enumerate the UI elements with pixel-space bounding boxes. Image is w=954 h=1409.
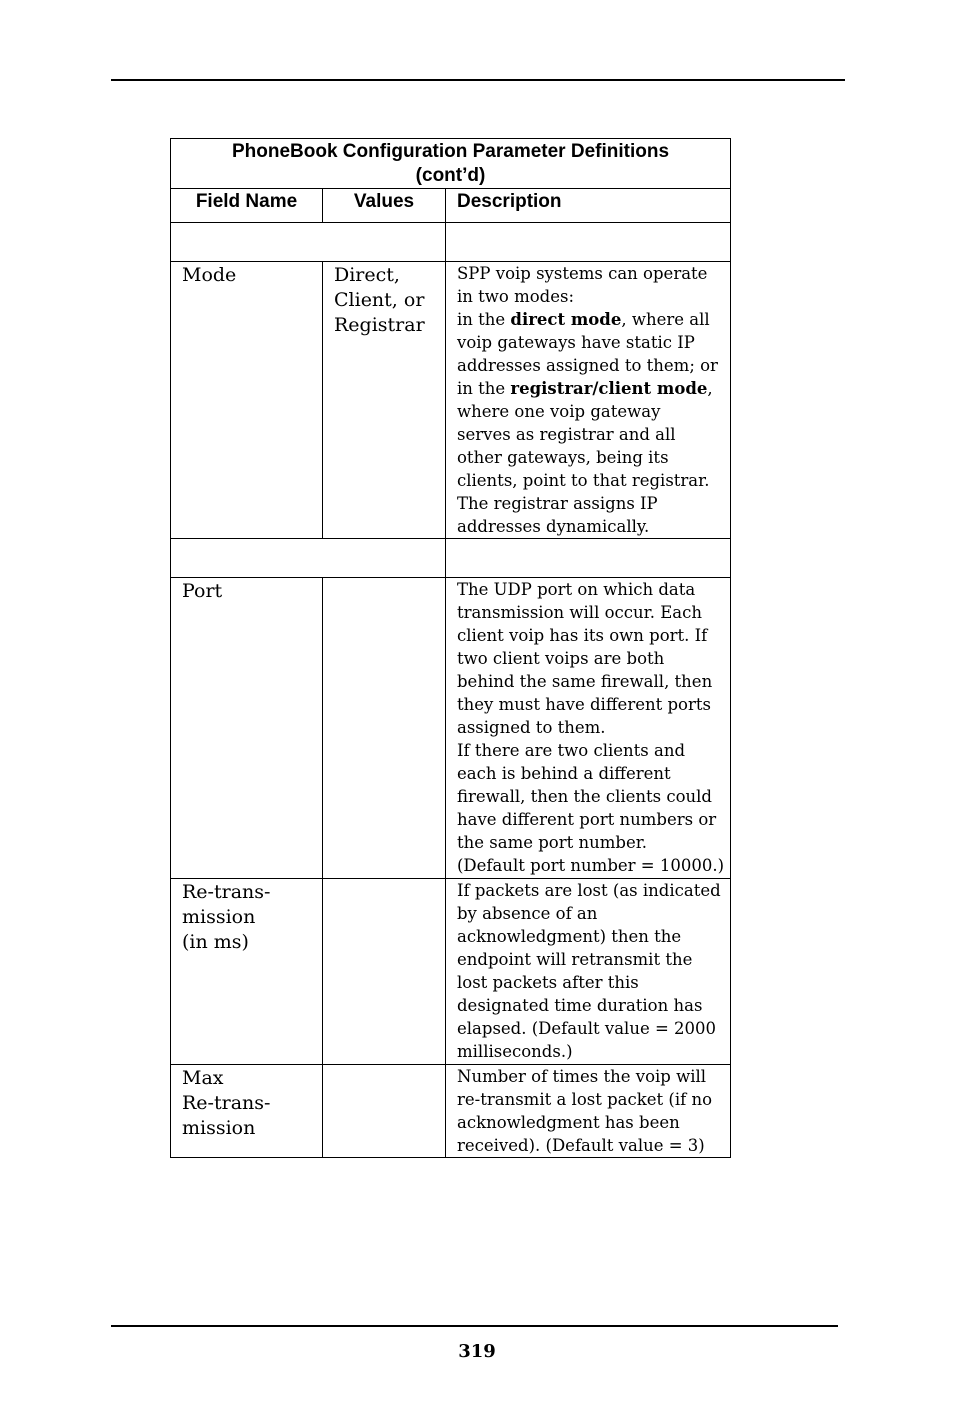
description-line: the same port number. — [457, 833, 648, 852]
description-text: , — [707, 379, 713, 398]
table-header-row — [171, 189, 731, 223]
description-line: If there are two clients and — [457, 741, 686, 760]
description-cell — [446, 262, 731, 539]
description-line: client voip has its own port. If — [457, 626, 708, 645]
table-row — [171, 1065, 731, 1158]
header-rule — [111, 79, 845, 81]
description-line: acknowledgment) then the — [457, 927, 682, 946]
description-cell — [446, 1065, 731, 1158]
parameter-definitions-table — [170, 138, 731, 1158]
description-line: where one voip gateway — [457, 402, 661, 421]
description-line: Number of times the voip will — [457, 1067, 707, 1086]
spacer-cell — [446, 539, 731, 578]
field-name-line: mission — [182, 1117, 256, 1139]
description-line: acknowledgment has been — [457, 1113, 680, 1132]
table-spacer-row — [171, 223, 731, 262]
header-field-name: Field Name — [171, 189, 323, 223]
footer-rule — [111, 1325, 838, 1327]
field-name-cell — [171, 262, 323, 539]
table-title-row — [171, 139, 731, 189]
description-line: firewall, then the clients could — [457, 787, 712, 806]
description-line: voip gateways have static IP — [457, 333, 695, 352]
field-name-line: Mode — [182, 264, 237, 286]
description-line: SPP voip systems can operate — [457, 264, 708, 283]
field-name-line: (in ms) — [182, 931, 249, 953]
spacer-cell — [171, 223, 446, 262]
field-name-cell — [171, 1065, 323, 1158]
description-text: in the — [457, 310, 511, 329]
description-line — [457, 308, 726, 331]
description-line: clients, point to that registrar. — [457, 471, 710, 490]
values-line: Registrar — [334, 314, 425, 336]
field-name-cell — [171, 578, 323, 879]
description-line: have different port numbers or — [457, 810, 717, 829]
field-name-line: mission — [182, 906, 256, 928]
description-line: designated time duration has — [457, 996, 703, 1015]
description-text: , where all — [621, 310, 710, 329]
table-spacer-row — [171, 539, 731, 578]
description-line: re-transmit a lost packet (if no — [457, 1090, 713, 1109]
table-row — [171, 262, 731, 539]
values-cell — [323, 578, 446, 879]
description-line: serves as registrar and all — [457, 425, 676, 444]
table-row — [171, 578, 731, 879]
description-line: by absence of an — [457, 904, 598, 923]
description-line: (Default port number = 10000.) — [457, 856, 725, 875]
values-cell — [323, 1065, 446, 1158]
values-line: Direct, — [334, 264, 400, 286]
field-name-line: Port — [182, 580, 223, 602]
table-title-line: PhoneBook Configuration Parameter Definitions — [231, 141, 670, 162]
description-line: lost packets after this — [457, 973, 639, 992]
description-line: received). (Default value = 3) — [457, 1136, 705, 1155]
page-number: 319 — [458, 1341, 496, 1362]
field-name-line: Max — [182, 1067, 224, 1089]
table-title-line: (cont’d) — [415, 165, 486, 186]
description-line: If packets are lost (as indicated — [457, 881, 721, 900]
spacer-cell — [171, 539, 446, 578]
description-line: other gateways, being its — [457, 448, 669, 467]
table-row — [171, 879, 731, 1065]
description-line: each is behind a different — [457, 764, 671, 783]
description-cell — [446, 578, 731, 879]
description-line: two client voips are both — [457, 649, 665, 668]
description-line: addresses assigned to them; or — [457, 356, 718, 375]
field-name-cell — [171, 879, 323, 1065]
description-line: elapsed. (Default value = 2000 — [457, 1019, 717, 1038]
description-line: The registrar assigns IP — [457, 494, 658, 513]
direct-mode-term: direct mode — [510, 310, 622, 329]
description-line: The UDP port on which data — [457, 580, 696, 599]
header-values: Values — [323, 189, 446, 223]
description-line: assigned to them. — [457, 718, 606, 737]
description-cell — [446, 879, 731, 1065]
table-title — [171, 139, 731, 189]
description-text: in the — [457, 379, 511, 398]
description-line — [457, 377, 726, 400]
values-cell — [323, 262, 446, 539]
description-line: they must have different ports — [457, 695, 711, 714]
description-line: addresses dynamically. — [457, 517, 650, 536]
field-name-line: Re-trans- — [182, 881, 271, 903]
field-name-line: Re-trans- — [182, 1092, 271, 1114]
description-line: endpoint will retransmit the — [457, 950, 693, 969]
values-cell — [323, 879, 446, 1065]
description-line: transmission will occur. Each — [457, 603, 702, 622]
values-line: Client, or — [334, 289, 425, 311]
description-line: milliseconds.) — [457, 1042, 573, 1061]
spacer-cell — [446, 223, 731, 262]
header-description: Description — [446, 189, 731, 223]
description-line: behind the same firewall, then — [457, 672, 713, 691]
registrar-client-mode-term: registrar/client mode — [510, 379, 708, 398]
description-line: in two modes: — [457, 287, 575, 306]
